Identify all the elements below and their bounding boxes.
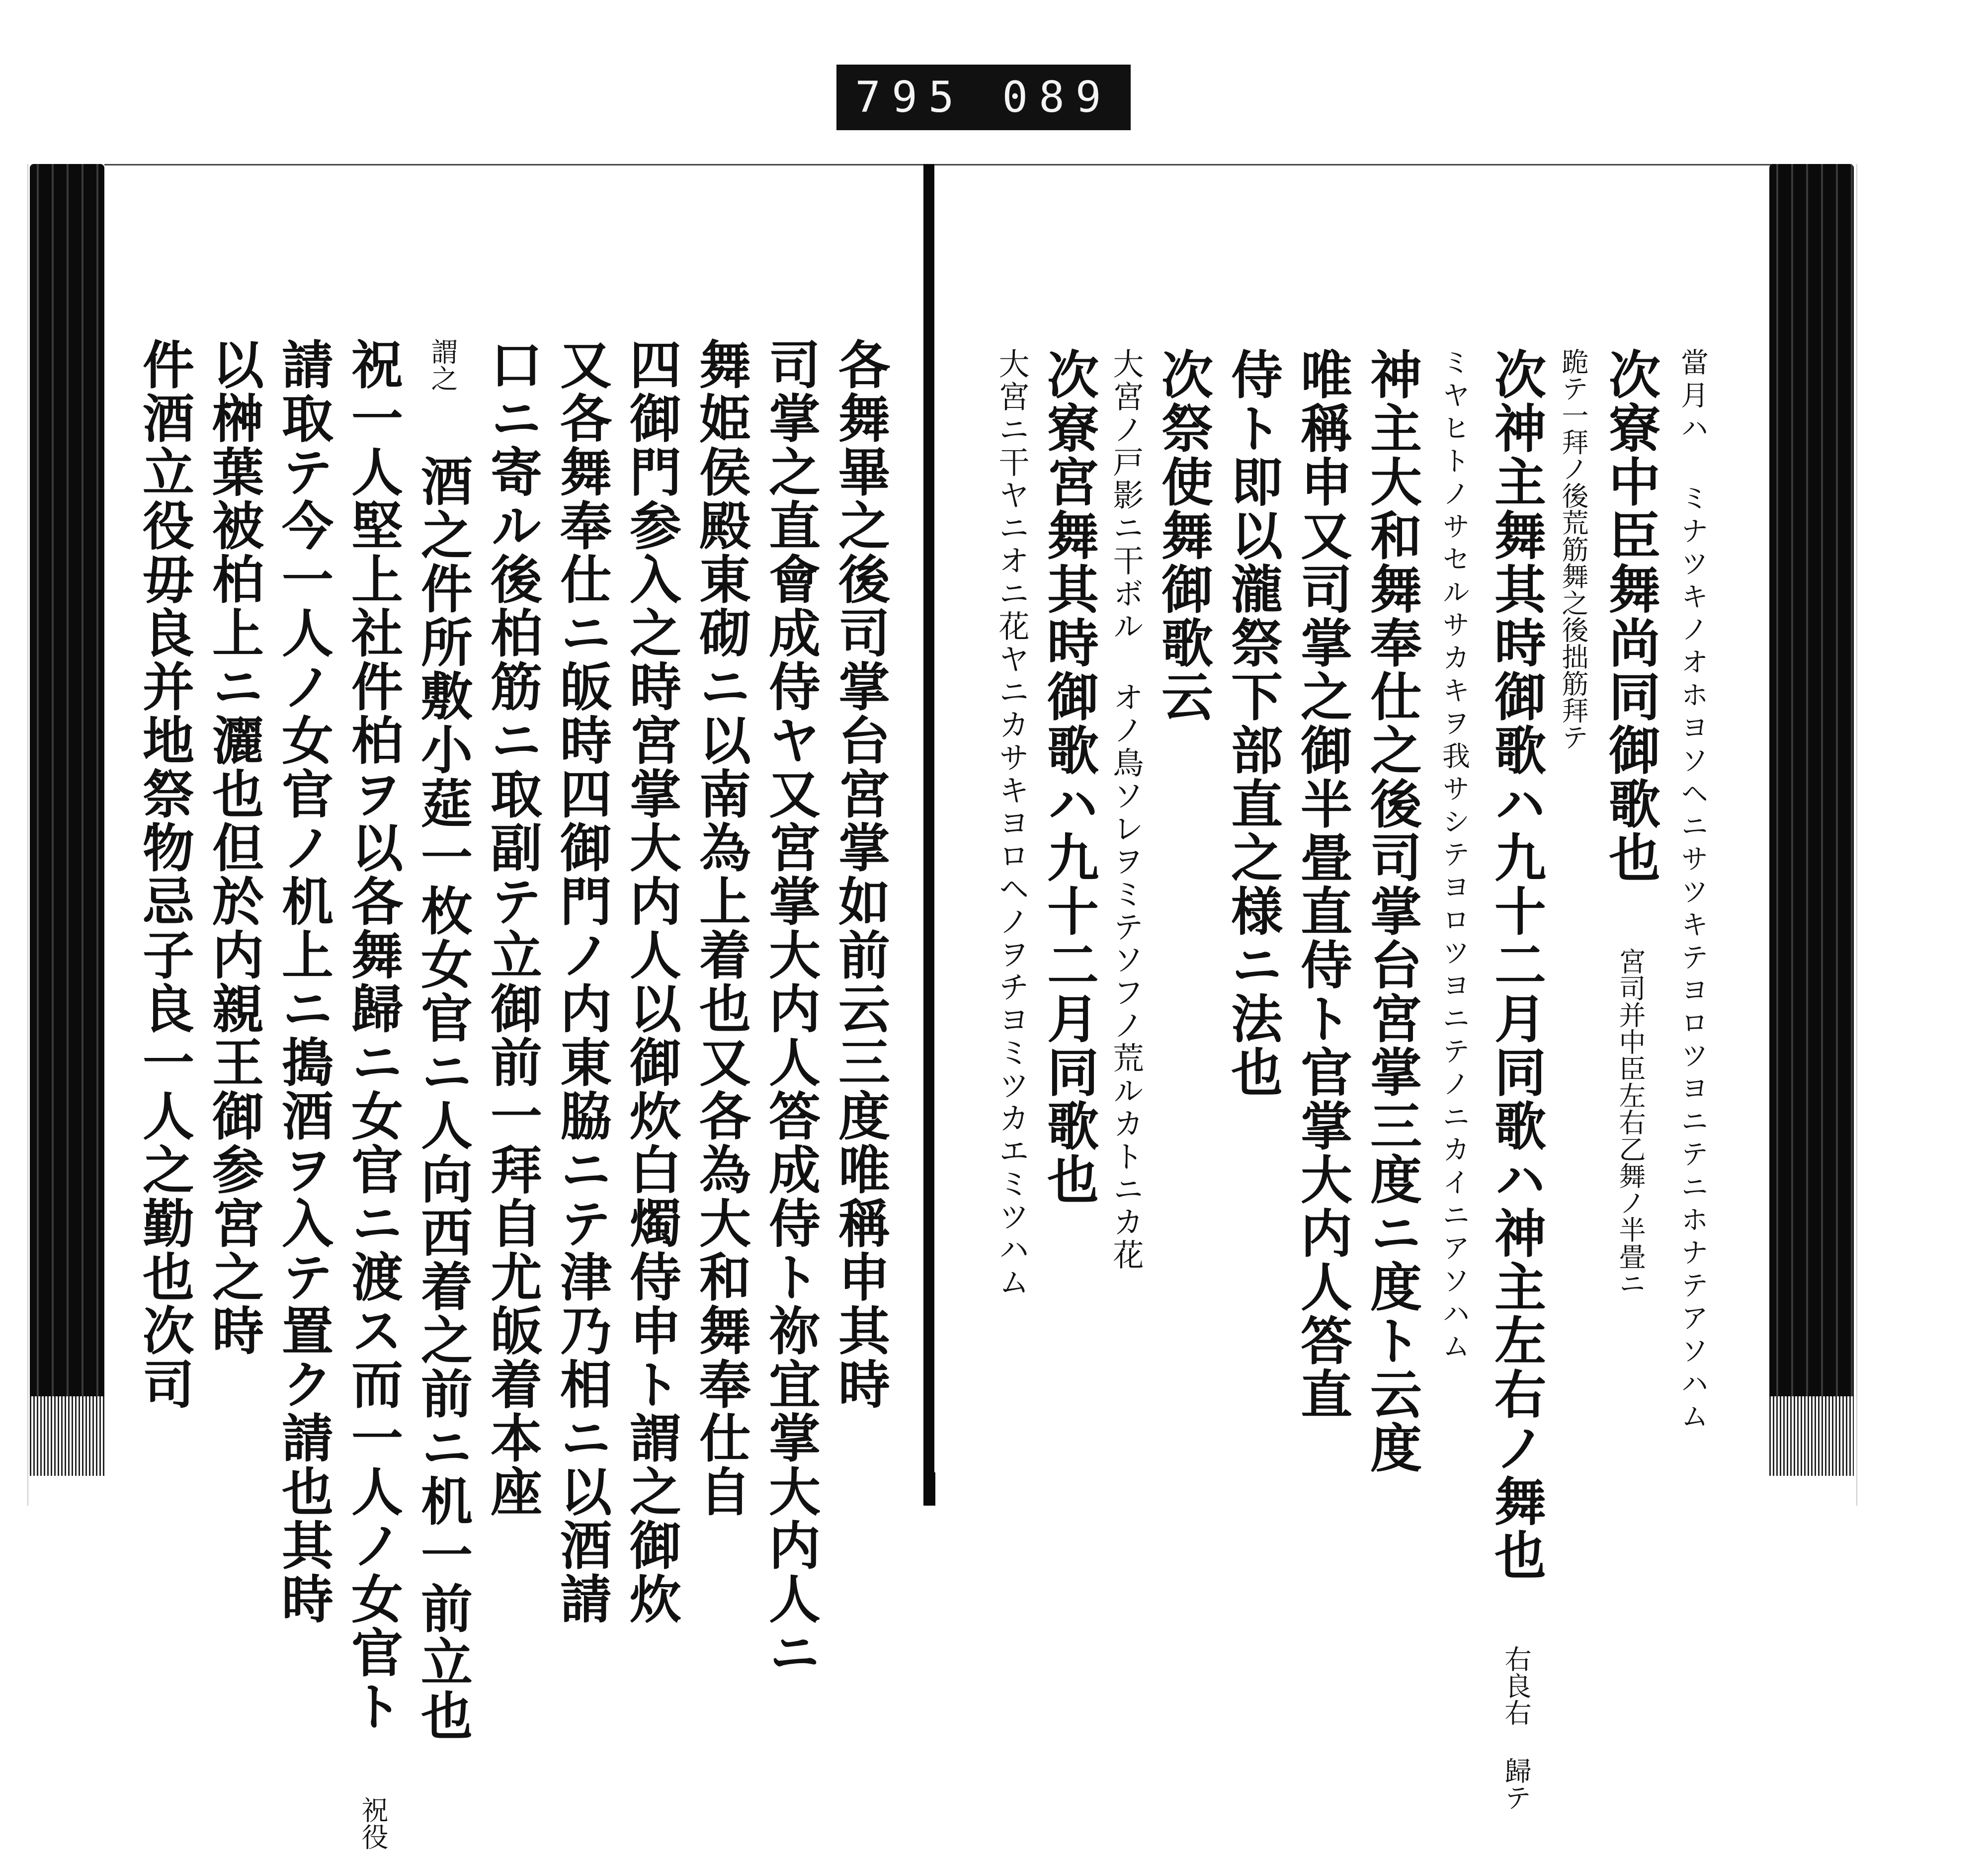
text-column: 口ニ寄ル後柏筋ニ取副テ立御前一拜自尤皈着本座 [482, 338, 543, 1519]
text-column: 侍ト即以瀧祭下部直之様ニ法也 [1222, 348, 1283, 1099]
text-column: 大宮ノ戸影ニ干ボル オノ鳥ソレヲミテソフノ荒ルカトニカ花 [1108, 348, 1144, 1272]
outer-margin-right [1856, 164, 1988, 1506]
frame-number: 089 [1002, 73, 1112, 122]
text-column: 四御門参入之時宮掌大内人以御炊白燭侍申ト謂之御炊 [621, 338, 682, 1626]
text-column: 次寮宮舞其時御歌ハ九十二月同歌也 [1038, 348, 1099, 1207]
text-column: 神主大和舞奉仕之後司掌台宮掌三度ニ度ト云度 [1361, 348, 1422, 1475]
book-gutter [923, 164, 935, 1506]
text-column: 謂之 酒之件所敷小莚一枚女官ニ人向西着之前ニ机一前立也 [412, 338, 473, 1743]
text-column: 大宮ニ干ヤニオニ花ヤニカサキヨロヘノヲチヨミツカエミツハム [994, 348, 1030, 1299]
outer-margin-left [0, 164, 28, 1506]
text-column: 司掌之直會成侍ヤ又宮掌大内人答成侍ト祢宜掌大内人ニ [760, 338, 821, 1680]
text-column: 舞姫侯殿東砌ニ以南為上着也又各為大和舞奉仕自 [690, 338, 751, 1519]
text-column: 次神主舞其時御歌ハ九十二月同歌ハ神主左右ノ舞也 右良右 歸テ [1486, 348, 1547, 1811]
right-book-edge [1769, 164, 1854, 1456]
text-column: 請取テ今一人ノ女官ノ机上ニ搗酒ヲ入テ置ク請也其時 [273, 338, 334, 1626]
text-column: 次寮中臣舞尚同御歌也 宮司并中臣左右乙舞ノ半畳ニ [1600, 348, 1661, 1296]
text-column: 當月ハ ミナツキノオホヨソヘニサツキテヨロツヨニテニホナテアソハム [1676, 348, 1709, 1435]
text-column: 又各舞奉仕ニ皈時四御門ノ内東脇ニテ津乃相ニ以酒請 [551, 338, 612, 1626]
interlinear-note: 跪テ一拜ノ後荒筋舞之後拙筋拜テ [1558, 348, 1589, 750]
text-column: 唯稱申又司掌之御半畳直侍ト官掌大内人答直 [1292, 348, 1353, 1421]
left-book-edge [30, 164, 104, 1456]
text-column [1551, 348, 1595, 1391]
right-page-text [974, 348, 1720, 1811]
left-page-text [134, 338, 895, 1850]
interlinear-note: 謂之 [427, 338, 458, 392]
text-column: 各舞畢之後司掌台宮掌如前云三度唯稱申其時 [829, 338, 891, 1411]
interlinear-note: 祝役 [357, 1796, 389, 1850]
reel-number: 795 [855, 73, 965, 122]
text-column: ミヤヒトノサセルサカキヲ我サシテヨロツヨニテノニカイニアソハム [1438, 348, 1470, 1365]
text-column: 以榊葉被柏上ニ灑也但於内親王御参宮之時 [203, 338, 264, 1358]
text-column: 次祭使舞御歌云 [1153, 348, 1214, 724]
text-column: 件酒立役毋良并地祭物忌子良一人之勤也次司 [134, 338, 195, 1411]
text-column: 祝一人堅上社件柏ヲ以各舞歸ニ女官ニ渡ス而一人ノ女官ト 祝役 [342, 338, 404, 1850]
interlinear-note: 右良右 歸テ [1500, 1645, 1532, 1811]
microfilm-frame-label [836, 65, 1131, 130]
interlinear-note: 宮司并中臣左右乙舞ノ半畳ニ [1615, 948, 1646, 1296]
